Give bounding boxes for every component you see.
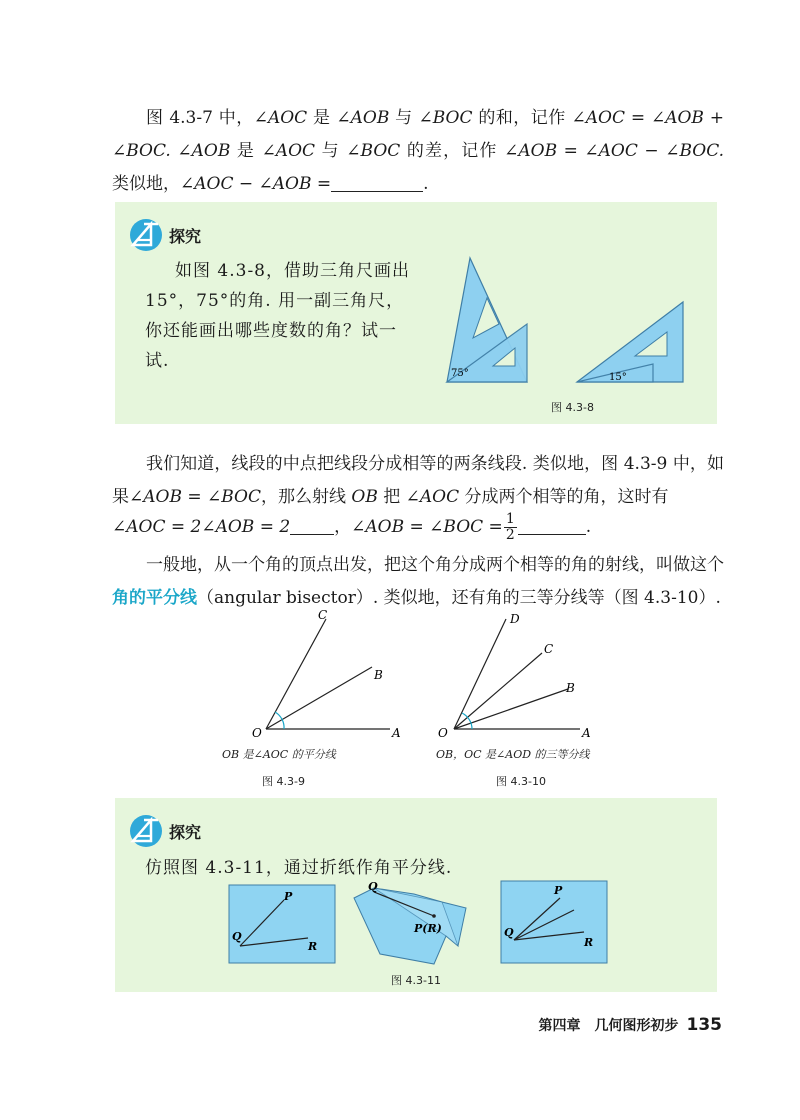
point-label-b: B [374, 668, 383, 682]
angle-15-label: 15° [609, 372, 627, 383]
explore-box-2 [115, 798, 717, 992]
explore-box-1 [115, 202, 717, 424]
intro-paragraph: 图 4.3-7 中，∠AOC 是 ∠AOB 与 ∠BOC 的和，记作 ∠AOC = ∠AOB + ∠BOC. ∠AOB 是 ∠AOC 与 ∠BOC 的差，记作 ∠AOB = ∠AOC − ∠BOC. 类似地，∠AOC − ∠AOB = . [112, 108, 725, 194]
ray-oc [454, 653, 542, 729]
point-label-r: R [584, 936, 594, 949]
point-label-q: Q [368, 880, 378, 893]
explore-label: 探究 [169, 822, 202, 842]
figure-4-3-10 [428, 605, 608, 745]
point-label-pr: P(R) [414, 922, 442, 935]
fraction-half: $\frac{1}{2}$ [505, 511, 515, 543]
explore-header [129, 218, 201, 252]
point-label-a: A [582, 726, 591, 740]
figure-desc: OB 是∠AOC 的平分线 [222, 748, 336, 761]
point-label-p: P [284, 890, 293, 903]
figure-caption: 图 4.3-9 [262, 775, 305, 788]
figure-caption: 图 4.3-8 [551, 401, 594, 414]
folding-paper-3 [500, 880, 608, 964]
explore-icon [129, 814, 163, 848]
angle-75-label: 75° [451, 368, 469, 379]
answer-blank[interactable] [331, 173, 423, 192]
point-label-c: C [318, 608, 328, 622]
point-label-r: R [308, 940, 318, 953]
page-footer [539, 1015, 723, 1035]
point-label-b: B [566, 681, 575, 695]
key-term: 角的平分线 [112, 588, 197, 608]
triangle-ruler-figure [435, 248, 705, 398]
explore-icon [129, 218, 163, 252]
point-label-c: C [544, 642, 554, 656]
point-label-o: O [438, 726, 448, 740]
explore-text: 如图 4.3-8，借助三角尺画出 15°，75°的角. 用一副三角尺，你还能画出哪些度数的角？试一试. [145, 261, 410, 371]
figure-caption: 图 4.3-10 [496, 775, 546, 788]
explore-text: 仿照图 4.3-11，通过折纸作角平分线. [145, 858, 453, 878]
point-label-q: Q [504, 926, 514, 939]
folding-paper-2 [350, 880, 472, 970]
figure-4-3-9 [240, 605, 420, 745]
point-label-q: Q [232, 930, 242, 943]
figure-desc: OB，OC 是∠AOD 的三等分线 [436, 748, 590, 761]
page-number: 135 [686, 1015, 722, 1035]
explore-label: 探究 [169, 226, 202, 246]
point-label-p: P [554, 884, 563, 897]
point-label-d: D [510, 612, 520, 626]
explore-header [129, 814, 201, 848]
definition-paragraph: 一般地，从一个角的顶点出发，把这个角分成两个相等的角的射线，叫做这个角的平分线（angular bisector）. 类似地，还有角的三等分线等（图 4.3-10）. [112, 555, 724, 608]
folding-paper-1 [228, 884, 336, 964]
chapter-title: 第四章 几何图形初步 [538, 1018, 679, 1034]
bisector-paragraph: 我们知道，线段的中点把线段分成相等的两条线段. 类似地，图 4.3-9 中，如果∠AOB = ∠BOC，那么射线 OB 把 ∠AOC 分成两个相等的角，这时有 [112, 454, 724, 507]
ray-od [454, 619, 506, 729]
figure-caption: 图 4.3-11 [391, 974, 441, 987]
answer-blank[interactable] [290, 516, 334, 535]
equation-line: ∠AOC = 2∠AOB = 2 ，∠AOB = ∠BOC = $\frac{1}{2}$ . [112, 511, 592, 543]
answer-blank[interactable] [518, 516, 586, 535]
point-label-a: A [392, 726, 401, 740]
point-label-o: O [252, 726, 262, 740]
